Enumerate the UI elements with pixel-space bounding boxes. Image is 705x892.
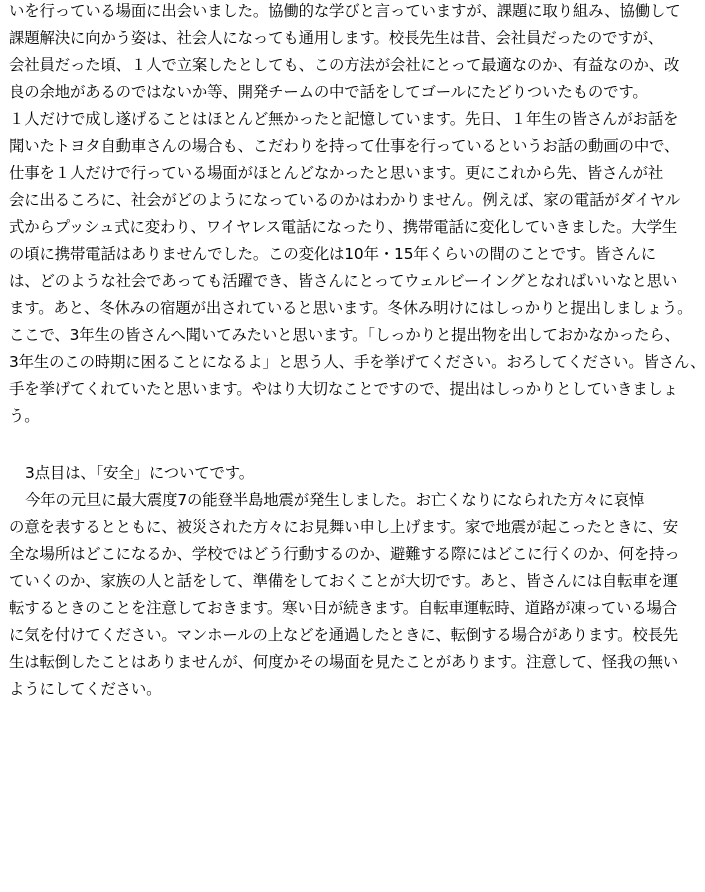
text-line: 式からプッシュ式に変わり、ワイヤレス電話になったり、携帯電話に変化していきました。大学生 [9, 218, 678, 236]
text-line: に気を付けてください。マンホールの上などを通過したときに、転倒する場合があります。校長先 [9, 626, 679, 644]
text-line: う。 [9, 407, 40, 425]
text-line: 良の余地があるのではないか等、開発チームの中で話をしてゴールにたどりついたものです。 [9, 83, 648, 101]
text-line: ようにしてください。 [9, 680, 162, 698]
section-heading: 3点目は、「安全」についてです。 [25, 464, 255, 482]
text-line: 生は転倒したことはありませんが、何度かその場面を見たことがあります。注意して、怪我の無い [9, 653, 679, 671]
text-line: 手を挙げてくれていたと思います。やはり大切なことですので、提出はしっかりとしていきましょ [9, 380, 679, 398]
text-line: の意を表するとともに、被災された方々にお見舞い申し上げます。家で地震が起こったときに、安 [9, 518, 679, 536]
text-line: ここで、3年生の皆さんへ聞いてみたいと思います。「しっかりと提出物を出しておかなかったら、 [9, 326, 680, 344]
text-line: 3年生のこの時期に困ることになるよ」と思う人、手を挙げてください。おろしてください。皆さん、 [9, 353, 705, 371]
text-line: の頃に携帯電話はありませんでした。この変化は10年・15年くらいの間のことです。皆さんに [9, 245, 656, 263]
text-line: 会社員だった頃、１人で立案したとしても、この方法が会社にとって最適なのか、有益なのか、改 [9, 56, 680, 74]
text-line: ていくのか、家族の人と話をして、準備をしておくことが大切です。あと、皆さんには自転車を運 [9, 572, 679, 590]
text-line: 全な場所はどこになるか、学校ではどう行動するのか、避難する際にはどこに行くのか、何を持っ [9, 545, 680, 563]
text-line: 今年の元旦に最大震度7の能登半島地震が発生しました。お亡くなりになられた方々に哀悼 [25, 491, 645, 509]
text-line: 聞いたトヨタ自動車さんの場合も、こだわりを持って仕事を行っているというお話の動画の中で、 [9, 137, 680, 155]
text-line: いを行っている場面に出会いました。協働的な学びと言っていますが、課題に取り組み、協働して [9, 2, 681, 20]
text-line: 仕事を１人だけで行っている場面がほとんどなかったと思います。更にこれから先、皆さんが社 [9, 164, 664, 182]
text-line: 会に出るころに、社会がどのようになっているのかはわかりません。例えば、家の電話がダイヤル [9, 191, 681, 209]
text-line: は、どのような社会であっても活躍でき、皆さんにとってウェルビーイングとなればいいなと思い [9, 272, 678, 290]
text-line: １人だけで成し遂げることはほとんど無かったと記憶しています。先日、１年生の皆さんがお話を [9, 110, 679, 128]
text-line: 課題解決に向かう姿は、社会人になっても通用します。校長先生は昔、会社員だったのですが、 [9, 29, 664, 47]
text-line: 転するときのことを注意しておきます。寒い日が続きます。自転車運転時、道路が凍っている場合 [9, 599, 678, 617]
text-line: ます。あと、冬休みの宿題が出されていると思います。冬休み明けにはしっかりと提出しましょう。 [9, 299, 693, 317]
